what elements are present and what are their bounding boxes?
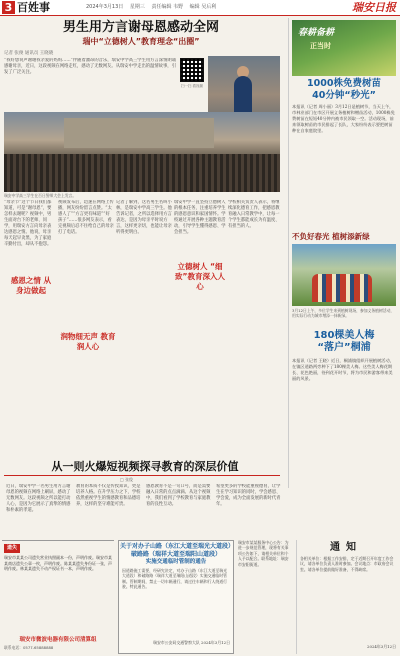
students-planting [312, 274, 372, 302]
assembly-photo [4, 112, 280, 192]
qr-code-icon[interactable] [180, 58, 204, 82]
middle-notice: 瑞安市某某服务中心公告：为进一步规范管理，现将有关事项公告如下，请相关单位和个人予以配合。联系地址：瑞安市安阳街道。 [238, 540, 289, 567]
lead-column-3: 记者了解到，这名男生名叫小林，是瑞安中学高三学生。他告诉记者，之所以选择用方言表达，是因为母亲平时说方言，这样更亲切，也能让母亲听得更明白。 [116, 200, 172, 235]
side-headline-1b: 40分钟“秒光” [312, 90, 376, 101]
minihead-2: 润物细无声 教育润人心 [60, 332, 116, 351]
side-headline-1: 1000株免费树苗 [307, 78, 381, 89]
traffic-notice-title-2: 破路路（瑞祥大道至瑞阳山道段） [130, 551, 221, 558]
photo-overlay-title: 春耕备耕 [298, 28, 335, 38]
lead-headline: 男生用方言谢母恩感动全网 [62, 20, 219, 35]
side-article-1: 本报讯（记者 周小丽）3月12日是植树节，当天上午，市林业部门在市区开展义务植树和赠苗活动，1000株免费树苗在短短40分钟内被市民领取一空。活动现场，前来领取树苗的市民排起了长队，大家纷纷表示要把树苗种在自家庭院里。 [292, 104, 395, 133]
school-building [64, 118, 214, 148]
page-number: 3 [2, 1, 15, 14]
liquidation-title: 瑞安市微波电器有限公司清算组 [19, 637, 97, 643]
traffic-notice-body: 因道路施工需要，经研究决定，对办子山路（东江大道至瑞光大道段）和破路路（瑞祥大道至瑞阳山道段）实施交通临时管制。管制期间，禁止一切车辆通行，请过往车辆和行人绕道行驶。特此通告。 [122, 568, 228, 590]
feature-column-1: 近日，瑞安中学一名男生用方言谢母恩的视频在网络上刷屏，感动了无数网友。这段视频之所以能打动人心，是因为它展示了真挚的情感和朴素的孝道。 [6, 484, 71, 513]
feature-column-2: 教育的本质不仅是传授知识，更是培养人格。在升学压力之下，学校依然重视学生的情感教育和品德培养，这样的坚守难能可贵。 [76, 484, 141, 507]
side-headline-3b: “落户”桐浦 [317, 342, 371, 353]
side-headline-2: 不负好春光 植树添新绿 [292, 232, 370, 241]
lead-column-1: “母亲节”这个节日我们都知道，可是“谢母恩”，要怎样去谢呢？视频中，男生面对台下的老师、同学，用瑞安方言向母亲表达感恩之情。他说，母亲每天起早贪黑，为了家庭辛勤付出，却从不抱怨。 [4, 200, 52, 247]
student-crowd [4, 154, 280, 192]
lost-notice-tag: 遗失 [4, 544, 20, 553]
date: 2024年3月13日 [86, 4, 124, 10]
photo-caption: 瑞安中学高三学生在百日誓师大会上发言。 [4, 193, 77, 198]
side-article-3: 本报讯（记者 王晓）近日，桐浦镇组织开展植树活动，在镇区道路两旁种下了180棵美人梅。这些美人梅花期长、花色艳丽，待到花开时节，将为市民和游客带来美丽的风景。 [292, 358, 394, 381]
lost-notices: 瑞安市某某公司遗失营业执照副本一份，声明作废。瑞安市某某商店遗失公章一枚，声明作废。陈某某遗失身份证一张，声明作废。林某某遗失不动产权证书一本，声明作废。 [4, 555, 112, 572]
lead-reporters: 记者 张俊 通讯员 王晓晓 [4, 51, 54, 56]
feature-byline: □ 张俊 [120, 477, 134, 482]
tree-planting-photo [292, 244, 396, 306]
lead-column-2: 视频发布后，迅速在网络上传播，网友纷纷留言点赞。“太感人了”“方言更有味道”“好孩子”……很多网友表示，看完视频后忍不住给自己的母亲打了电话。 [58, 200, 114, 235]
notification-title: 通知 [330, 542, 362, 553]
minihead-3: 立德树人 “细致”教育深入人心 [175, 262, 225, 291]
weekday: 星期三 [129, 4, 145, 10]
proofreader: 编辑 吴后利 [189, 4, 217, 10]
lead-subhead: 瑞中“立德树人”教育理念“出圈” [82, 37, 200, 46]
feature-divider [4, 475, 280, 476]
section-title: 百姓事 [17, 1, 50, 14]
lead-column-4: 瑞安中学一直坚持立德树人的根本任务，注重培养学生的感恩意识和家国情怀。学校通过开展各种主题教育活动，引导学生懂得感恩、学会担当。 [174, 200, 226, 235]
photo-overlay-subtitle: 正当时 [310, 42, 331, 50]
notification-date: 2024年3月12日 [367, 644, 396, 649]
minihead-1: 感恩之情 从身边做起 [10, 276, 52, 295]
paper-logo: 瑞安日报 [352, 1, 396, 14]
side-headline-3: 180棵美人梅 [313, 330, 375, 341]
feature-column-4: 希望更多的学校能重视德育，让学生在学习知识的同时，学会感恩、学会爱，成为全面发展的新时代青年。 [216, 484, 281, 507]
traffic-notice-title-1: 关于对办子山路（东江大道至瑞光大道段） [120, 543, 235, 550]
traffic-notice-title-3: 实施交通临时管制的通告 [145, 559, 207, 565]
masthead [0, 0, 400, 16]
feature-headline: 从一则火爆短视频探寻教育的深层价值 [51, 460, 239, 473]
qr-caption: 扫一扫 看视频 [180, 84, 204, 88]
notification-body: 各相关单位：根据工作安排，定于近期召开年度工作会议，请各单位负责人准时参加。会议地点：市政府会议室。请各单位提前做好准备，不得缺席。 [300, 556, 394, 572]
lead-column-5: 学校相关负责人表示，将继续深化德育工作，把感恩教育融入日常教学中，让每一个学生都能成长为有温度、有担当的人。 [228, 200, 280, 229]
dateline [86, 4, 221, 11]
feature-column-3: 感恩教育不是一句口号，而是需要融入日常的点点滴滴。从这个视频中，我们看到了学校教育与家庭教育的良性互动。 [146, 484, 211, 507]
side-caption-2: 3月12日上午，多位学生来到植树现场，参加义务植树活动，用实际行动为城市增添一抹新绿。 [292, 308, 395, 318]
spring-planting-photo [292, 20, 396, 76]
lead-paragraph: “我好想说声谢谢我亲爱的妈妈……”伴随着激昂的音乐，瑞安中学高三学生用方言深情朗诵感谢母亲，近日，这段视频在网络走红，感动了无数网友。从瑞安中学走出的温情故事，引发了广泛关注。 [4, 58, 176, 75]
liquidation-contact: 联系电话：0577-65888888 [4, 645, 54, 650]
editor: 责任编辑 韦野 [151, 4, 184, 10]
traffic-notice-signature: 瑞安市公安局交通警察大队 2024年3月12日 [153, 640, 230, 645]
